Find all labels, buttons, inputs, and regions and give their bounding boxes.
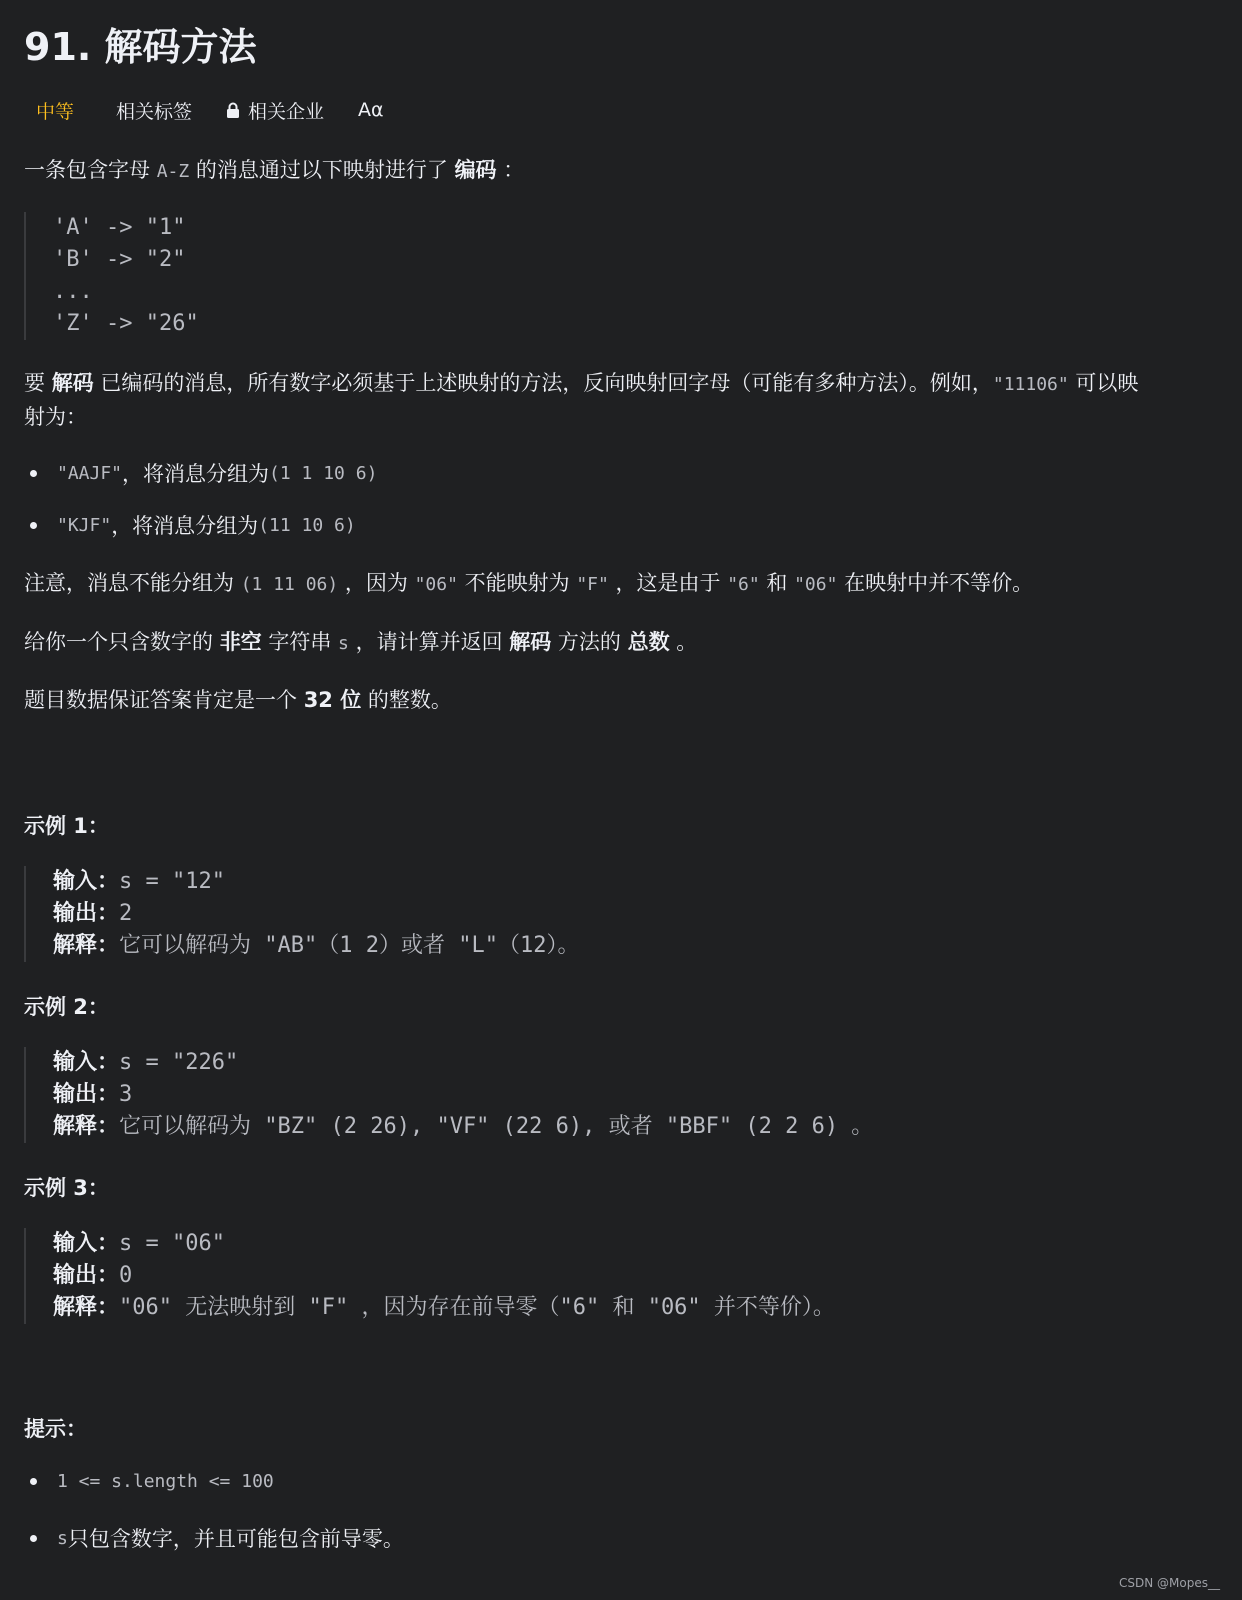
intro-paragraph [24, 154, 1219, 188]
output-value: 3 [119, 1082, 133, 1107]
inline-code: (1 1 10 6) [269, 462, 378, 484]
watermark: CSDN @Mopes__ [1119, 1576, 1220, 1590]
input-value: s = "12" [119, 869, 225, 894]
bold-text: 解码 [51, 371, 94, 395]
text: 的整数。 [361, 688, 452, 712]
related-companies-button[interactable] [214, 90, 336, 130]
example-block [24, 1047, 873, 1143]
bullet-dot [30, 1535, 37, 1542]
decode-paragraph [24, 367, 1219, 433]
example-line [53, 1079, 873, 1111]
related-tags-button[interactable] [96, 90, 204, 130]
output-value: 0 [119, 1263, 133, 1288]
output-value: 2 [119, 901, 133, 926]
example-heading: 示例 2： [24, 995, 109, 1019]
bold-text: 32 位 [303, 688, 362, 712]
input-label: 输入： [53, 869, 120, 894]
input-value: s = "06" [119, 1231, 225, 1256]
example-line [53, 898, 579, 930]
example-heading: 示例 3： [24, 1176, 109, 1200]
example-block [24, 1228, 835, 1324]
related-tags-label: 相关标签 [116, 100, 193, 123]
output-label: 输出： [53, 901, 120, 926]
text: 射为： [24, 405, 87, 429]
output-label: 输出： [53, 1263, 120, 1288]
inline-code: "AAJF" [57, 462, 123, 484]
input-label: 输入： [53, 1050, 120, 1075]
translate-button[interactable] [346, 90, 396, 130]
text: 不能映射为 [457, 571, 577, 595]
text: 的消息通过以下映射进行了 [189, 158, 455, 182]
output-label: 输出： [53, 1082, 120, 1107]
text: 。 [669, 630, 698, 654]
text: ： [496, 158, 525, 182]
list-item [24, 510, 356, 540]
inline-code: "F" [576, 574, 609, 595]
text: 注意，消息不能分组为 [24, 571, 241, 595]
mapping-line: 'B' -> "2" [53, 247, 186, 272]
inline-code: "06" [414, 574, 458, 595]
explanation-label: 解释： [53, 933, 120, 958]
text: ，将消息分组为 [111, 514, 259, 538]
text: 可以映 [1068, 371, 1139, 395]
example-line [53, 1047, 873, 1079]
inline-code: (1 11 06) [240, 574, 339, 595]
explanation-label: 解释： [53, 1114, 120, 1139]
inline-code: "06" [794, 574, 838, 595]
explanation-value: "06" 无法映射到 "F" ，因为存在前导零（"6" 和 "06" 并不等价）。 [119, 1295, 835, 1320]
text: ，将消息分组为 [122, 462, 270, 486]
text: ，请计算并返回 [348, 630, 510, 654]
text: 方法的 [551, 630, 628, 654]
inline-code: s [338, 633, 349, 654]
text: 题目数据保证答案肯定是一个 [24, 688, 304, 712]
difficulty-badge[interactable]: 中等 [36, 100, 75, 123]
example-line [53, 930, 579, 962]
bullet-dot [30, 522, 37, 529]
example-line [53, 866, 579, 898]
inline-code: "KJF" [57, 514, 112, 536]
example-line [53, 1292, 835, 1324]
problem-title: 91. 解码方法 [24, 25, 257, 69]
constraints-heading: 提示： [24, 1417, 87, 1441]
translate-icon: Aα [358, 99, 384, 121]
inline-code: A-Z [156, 161, 190, 182]
example-line [53, 1260, 835, 1292]
related-companies-label: 相关企业 [248, 100, 325, 123]
inline-code: s [57, 1527, 68, 1549]
inline-code: (11 10 6) [258, 514, 356, 536]
list-item [24, 1471, 274, 1492]
text: 只包含数字，并且可能包含前导零。 [67, 1527, 404, 1551]
task-paragraph [24, 626, 1219, 660]
bullet-dot [30, 470, 37, 477]
bullet-dot [30, 1478, 37, 1485]
mapping-line: 'A' -> "1" [53, 215, 186, 240]
explanation-value: 它可以解码为 "AB"（1 2）或者 "L"（12）。 [119, 933, 580, 958]
explanation-label: 解释： [53, 1295, 120, 1320]
text: 和 [759, 571, 795, 595]
inline-code: "6" [727, 574, 760, 595]
example-heading: 示例 1： [24, 814, 109, 838]
mapping-block [24, 212, 199, 340]
bold-text: 总数 [627, 630, 670, 654]
list-item [24, 1523, 404, 1553]
bold-text: 编码 [454, 158, 497, 182]
example-line [53, 1228, 835, 1260]
list-item [24, 458, 377, 488]
inline-code: "11106" [992, 374, 1069, 395]
text: 已编码的消息，所有数字必须基于上述映射的方法，反向映射回字母（可能有多种方法）。例如， [93, 371, 993, 395]
example-line [53, 1111, 873, 1143]
inline-code: 1 <= s.length <= 100 [57, 1471, 274, 1492]
text: 一条包含字母 [24, 158, 157, 182]
text: 要 [24, 371, 52, 395]
input-label: 输入： [53, 1231, 120, 1256]
bold-text: 非空 [219, 630, 262, 654]
explanation-value: 它可以解码为 "BZ" (2 26), "VF" (22 6), 或者 "BBF" (2 2 6) 。 [119, 1114, 874, 1139]
input-value: s = "226" [119, 1050, 239, 1075]
text: 字符串 [261, 630, 339, 654]
tag-row [24, 90, 406, 130]
bold-text: 解码 [509, 630, 552, 654]
mapping-line: 'Z' -> "26" [53, 311, 199, 336]
mapping-line: ... [53, 279, 93, 304]
text: ，这是由于 [608, 571, 728, 595]
text: ，因为 [338, 571, 415, 595]
lock-icon [226, 102, 240, 118]
text: 在映射中并不等价。 [837, 571, 1034, 595]
example-block [24, 866, 579, 962]
text: 给你一个只含数字的 [24, 630, 220, 654]
note-paragraph [24, 567, 1219, 601]
guarantee-paragraph [24, 684, 1219, 716]
